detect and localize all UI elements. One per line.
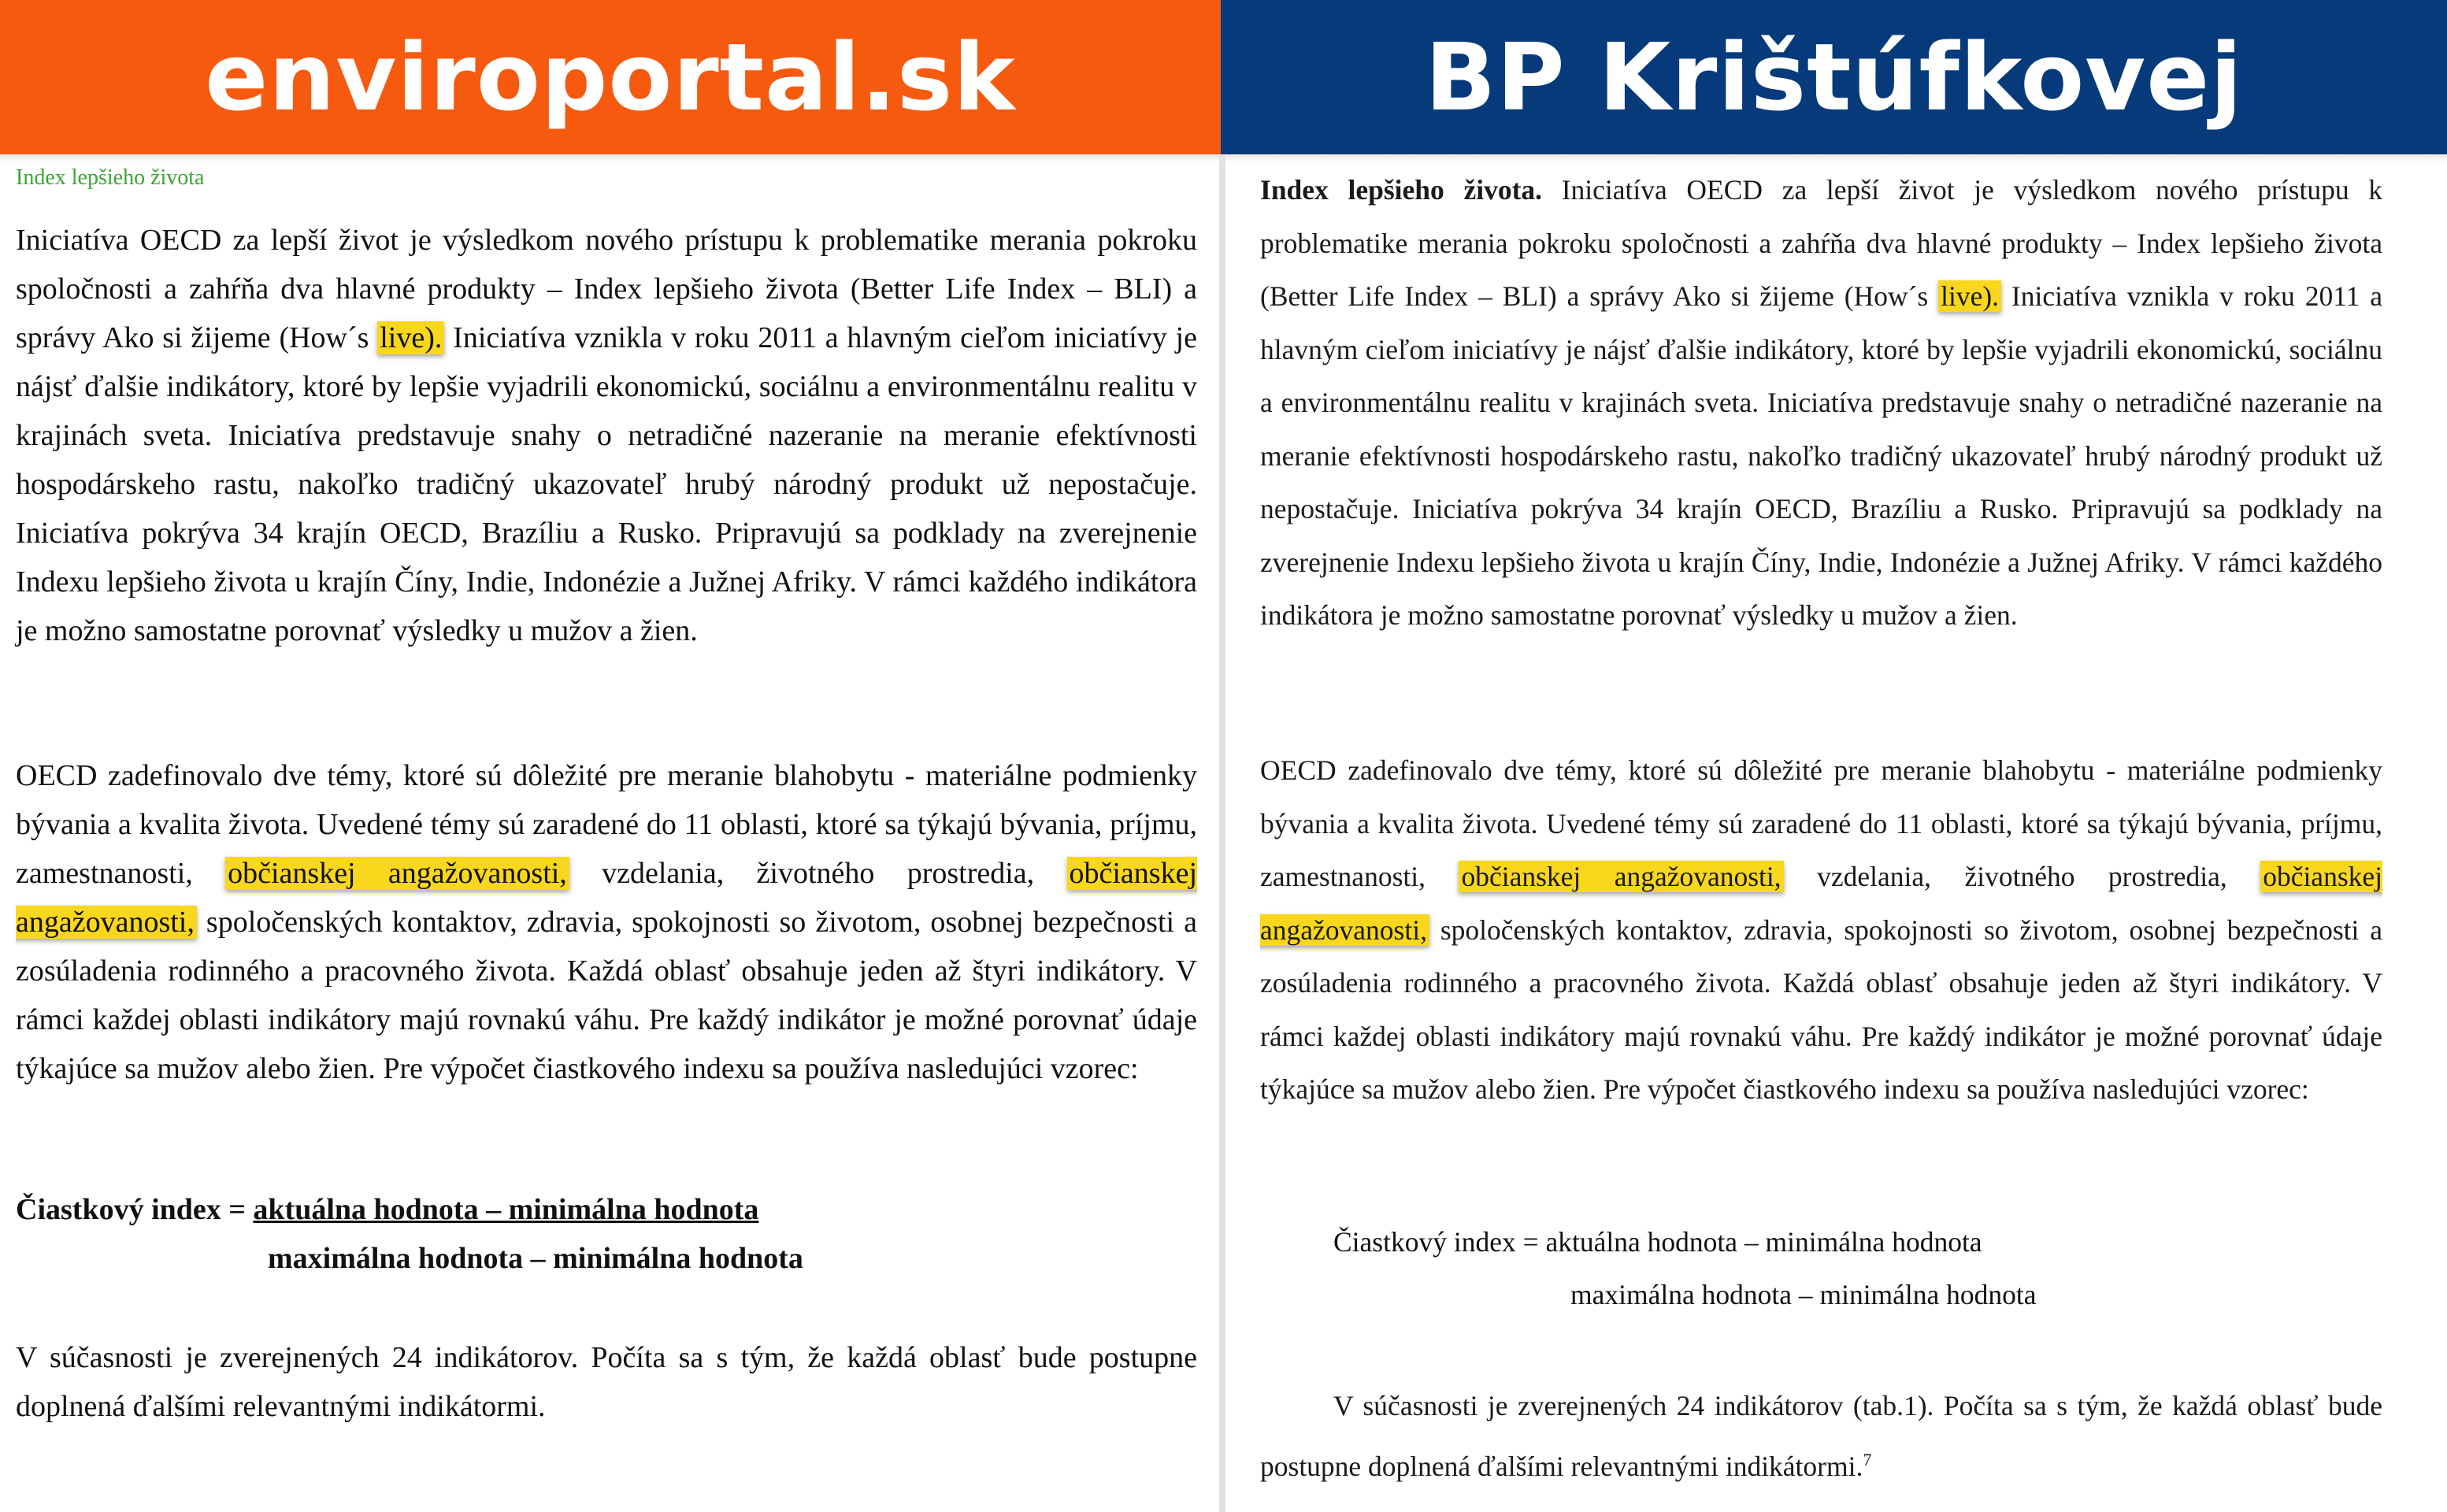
highlight: občianskej angažovanosti,	[1459, 861, 1783, 892]
text: Iniciatíva OECD za lepší život je výsledkom nového prístupu k problematike merania pokroku spoločnosti a zahŕňa dva hlavné produkty – Index lepšieho života (Better Life Index – BLI) a správy Ako si žijeme (How´s	[1260, 174, 2382, 312]
panel-divider	[1219, 154, 1225, 1512]
left-paragraph-2	[16, 751, 1197, 1093]
highlight: live).	[377, 321, 444, 354]
text: vzdelania, životného prostredia,	[1783, 861, 2261, 892]
text: OECD zadefinovalo dve témy, ktoré sú dôležité pre meranie blahobytu - materiálne podmienky bývania a kvalita života. Uvedené témy sú zaradené do 11 oblasti, ktoré sa týkajú bývania, príjmu, zamestnanosti,	[1260, 754, 2382, 892]
enviroportal-header	[0, 0, 1221, 154]
bp-title: BP Krištúfkovej	[1425, 23, 2243, 132]
highlight: občianskej angažovanosti,	[16, 857, 1198, 939]
text: Iniciatíva vznikla v roku 2011 a hlavným cieľom iniciatívy je nájsť ďalšie indikátory, ktoré by lepšie vyjadrili ekonomickú, sociálnu a environmentálnu realitu v krajinách sveta. Iniciatíva predstavuje snahy o netradičné nazeranie na meranie efektívnosti hospodárskeho rastu, nakoľko tradičný ukazovateľ hrubý národný produkt už nepostačuje. Iniciatíva pokrýva 34 krajín OECD, Brazíliu a Rusko. Pripravujú sa podklady na zverejnenie Indexu lepšieho života u krajín Číny, Indie, Indonézie a Južnej Afriky. V rámci každého indikátora je možno samostatne porovnať výsledky u mužov a žien.	[16, 321, 1197, 647]
left-formula-denominator: maximálna hodnota – minimálna hodnota	[268, 1242, 803, 1275]
formula-label: Čiastkový index =	[1333, 1226, 1546, 1258]
text: Iniciatíva OECD za lepší život je výsledkom nového prístupu k problematike merania pokroku spoločnosti a zahŕňa dva hlavné produkty – Index lepšieho života (Better Life Index – BLI) a správy Ako si žijeme (How´s	[16, 224, 1197, 354]
highlight: občianskej angažovanosti,	[225, 857, 569, 890]
right-formula-numerator	[1333, 1225, 1982, 1258]
formula-numerator: aktuálna hodnota – minimálna hodnota	[253, 1193, 759, 1226]
text: vzdelania, životného prostredia,	[569, 857, 1067, 890]
enviroportal-title: enviroportal.sk	[205, 23, 1016, 132]
left-paragraph-1	[16, 216, 1197, 655]
text: V súčasnosti je zverejnených 24 indikátorov (tab.1). Počíta sa s tým, že každá oblasť bude postupne doplnená ďalšími relevantnými indikátormi.	[1260, 1390, 2382, 1482]
formula-label: Čiastkový index =	[16, 1193, 254, 1226]
formula-numerator: aktuálna hodnota – minimálna hodnota	[1545, 1226, 1982, 1258]
text: Iniciatíva vznikla v roku 2011 a hlavným cieľom iniciatívy je nájsť ďalšie indikátory, ktoré by lepšie vyjadrili ekonomickú, sociálnu a environmentálnu realitu v krajinách sveta. Iniciatíva predstavuje snahy o netradičné nazeranie na meranie efektívnosti hospodárskeho rastu, nakoľko tradičný ukazovateľ hrubý národný produkt už nepostačuje. Iniciatíva pokrýva 34 krajín OECD, Brazíliu a Rusko. Pripravujú sa podklady na zverejnenie Indexu lepšieho života u krajín Číny, Indie, Indonézie a Južnej Afriky. V rámci každého indikátora je možno samostatne porovnať výsledky u mužov a žien.	[1260, 280, 2382, 631]
left-paragraph-3: V súčasnosti je zverejnených 24 indikátorov. Počíta sa s tým, že každá oblasť bude postupne doplnená ďalšími relevantnými indikátormi.	[16, 1341, 1197, 1423]
text: OECD zadefinovalo dve témy, ktoré sú dôležité pre meranie blahobytu - materiálne podmienky bývania a kvalita života. Uvedené témy sú zaradené do 11 oblasti, ktoré sa týkajú bývania, príjmu, zamestnanosti,	[16, 759, 1197, 890]
right-paragraph-2	[1260, 744, 2382, 1117]
bold-lead: Index lepšieho života.	[1260, 174, 1543, 206]
highlight: live).	[1938, 280, 2001, 312]
right-paragraph-3	[1260, 1380, 2382, 1493]
left-formula-numerator	[16, 1192, 758, 1227]
text: spoločenských kontaktov, zdravia, spokojnosti so životom, osobnej bezpečnosti a zosúladenia rodinného a pracovného života. Každá oblasť obsahuje jeden až štyri indikátory. V rámci každej oblasti indikátory majú rovnakú váhu. Pre každý indikátor je možné porovnať údaje týkajúce sa mužov alebo žien. Pre výpočet čiastkového indexu sa používa nasledujúci vzorec:	[1260, 914, 2382, 1105]
section-title: Index lepšieho života	[16, 165, 205, 190]
bp-header	[1221, 0, 2447, 154]
right-paragraph-1	[1260, 164, 2382, 643]
footnote-marker[interactable]: 7	[1863, 1449, 1872, 1469]
highlight: občianskej angažovanosti,	[1260, 861, 2382, 946]
right-formula-denominator: maximálna hodnota – minimálna hodnota	[1570, 1279, 2037, 1310]
text: spoločenských kontaktov, zdravia, spokojnosti so životom, osobnej bezpečnosti a zosúladenia rodinného a pracovného života. Každá oblasť obsahuje jeden až štyri indikátory. V rámci každej oblasti indikátory majú rovnakú váhu. Pre každý indikátor je možné porovnať údaje týkajúce sa mužov alebo žien. Pre výpočet čiastkového indexu sa používa nasledujúci vzorec:	[16, 906, 1197, 1085]
